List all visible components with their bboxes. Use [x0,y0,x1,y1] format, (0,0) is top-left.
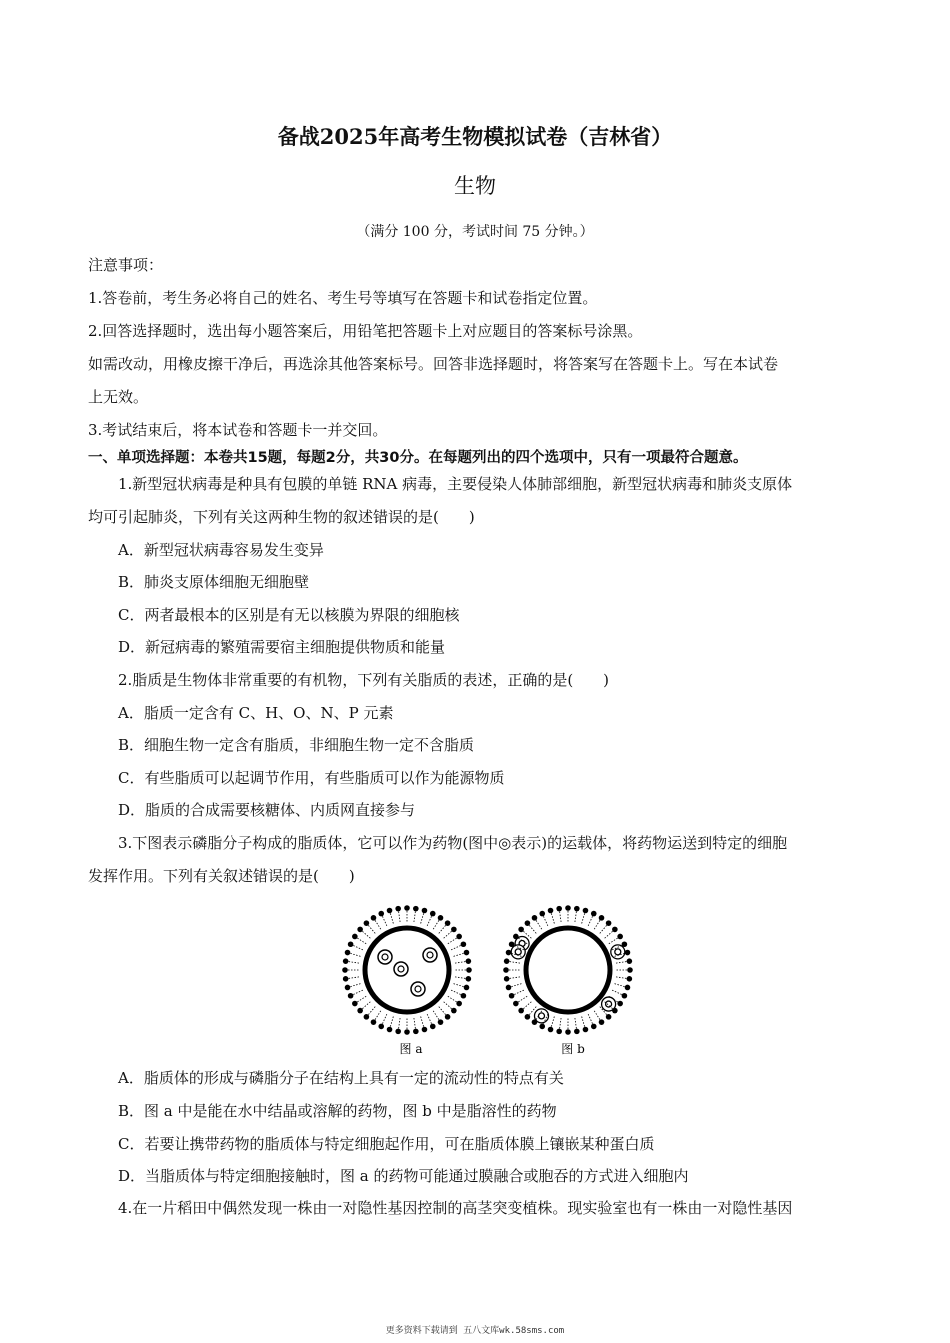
phospholipid-head [606,1014,612,1020]
phospholipid-tail [421,1016,424,1027]
phospholipid-head [565,905,571,911]
phospholipid-head [556,906,562,912]
phospholipid-tail [575,1018,577,1029]
phospholipid-head [438,915,444,921]
phospholipid-tail [588,916,593,926]
phospholipid-tail [433,920,439,929]
phospholipid-tail [594,920,600,929]
phospholipid-head [574,906,580,912]
q3-option-c: C．若要让携带药物的脂质体与特定细胞起作用，可在脂质体膜上镶嵌某种蛋白质 [118,1135,655,1153]
page-title: 备战2025年高考生物模拟试卷（吉林省） [277,124,673,149]
phospholipid-head [387,1027,393,1033]
phospholipid-tail [433,1010,439,1019]
q1-option-a: A．新型冠状病毒容易发生变异 [118,541,324,559]
phospholipid-head [395,906,401,912]
phospholipid-tail [604,931,612,938]
phospholipid-head [532,1019,538,1025]
phospholipid-head [357,1008,363,1014]
phospholipid-tail [368,925,375,933]
phospholipid-head [504,976,510,982]
phospholipid-head [556,1029,562,1035]
phospholipid-tail [353,945,363,950]
q4-stem: 4.在一片稻田中偶然发现一株由一对隐性基因控制的高茎突变植株。现实验室也有一株由一对隐性基因 [118,1199,793,1217]
phospholipid-head [583,1027,589,1033]
phospholipid-tail [543,916,548,926]
drug-icon [423,948,437,962]
phospholipid-tail [599,925,606,933]
phospholipid-tail [414,912,416,923]
phospholipid-tail [421,913,424,924]
phospholipid-head [378,911,384,917]
drug-icon [394,962,408,976]
phospholipid-head [506,985,512,991]
phospholipid-head [525,1014,531,1020]
phospholipid-head [464,985,470,991]
phospholipid-head [404,1029,410,1035]
q3-option-b: B．图 a 中是能在水中结晶或溶解的药物，图 b 中是脂溶性的药物 [118,1102,557,1120]
phospholipid-head [464,950,470,956]
q2-option-c: C．有些脂质可以起调节作用，有些脂质可以作为能源物质 [118,769,505,787]
phospholipid-tail [438,1006,445,1014]
phospholipid-tail [451,990,461,995]
phospholipid-tail [616,962,627,964]
phospholipid-tail [357,938,366,944]
phospholipid-head [548,908,554,914]
phospholipid-head [466,967,472,973]
phospholipid-head [352,934,358,940]
phospholipid-head [565,1029,571,1035]
phospholipid-head [445,1014,451,1020]
phospholipid-tail [453,984,464,987]
phospholipid-tail [427,1014,432,1024]
phospholipid-tail [594,1010,600,1019]
phospholipid-head [445,920,451,926]
phospholipid-tail [399,1018,401,1029]
phospholipid-tail [375,920,381,929]
phospholipid-tail [382,916,387,926]
phospholipid-tail [551,913,554,924]
phospholipid-head [518,927,524,933]
q1-stem: 均可引起肺炎，下列有关这两种生物的叙述错误的是( ) [88,508,475,526]
phospholipid-head [504,958,510,964]
q2-option-b: B．细胞生物一定含有脂质，非细胞生物一定不含脂质 [118,736,475,754]
phospholipid-tail [455,977,466,979]
phospholipid-tail [382,1014,387,1024]
phospholipid-tail [514,990,524,995]
phospholipid-tail [560,1018,562,1029]
phospholipid-tail [349,977,360,979]
figure-label-a: 图 a [399,1042,423,1056]
phospholipid-head [364,920,370,926]
phospholipid-head [591,911,597,917]
drug-icon [411,982,425,996]
phospholipid-head [466,958,472,964]
liposome-a [342,905,472,1035]
notice-heading: 注意事项： [88,256,164,274]
notice-item: 如需改动，用橡皮擦干净后，再选涂其他答案标号。回答非选择题时，将答案写在答题卡上。写在本试卷 [88,355,779,373]
notice-item: 3.考试结束后，将本试卷和答题卡一并交回。 [88,421,388,439]
phospholipid-head [617,1001,623,1007]
phospholipid-tail [588,1014,593,1024]
phospholipid-head [509,993,515,999]
phospholipid-head [612,1008,618,1014]
notice-item: 1.答卷前，考生务必将自己的姓名、考生号等填写在答题卡和试卷指定位置。 [88,289,598,307]
phospholipid-tail [353,990,363,995]
phospholipid-head [539,911,545,917]
phospholipid-tail [510,962,521,964]
phospholipid-tail [575,912,577,923]
notice-item: 上无效。 [88,388,149,406]
q1-option-d: D．新冠病毒的繁殖需要宿主细胞提供物质和能量 [118,638,446,656]
phospholipid-head [591,1024,597,1030]
phospholipid-head [583,908,589,914]
q1-option-c: C．两者最根本的区别是有无以核膜为界限的细胞核 [118,606,460,624]
phospholipid-tail [443,931,451,938]
q1-option-b: B．肺炎支原体细胞无细胞壁 [118,573,310,591]
phospholipid-tail [529,925,536,933]
phospholipid-head [617,934,623,940]
phospholipid-tail [362,931,370,938]
q2-stem: 2.脂质是生物体非常重要的有机物，下列有关脂质的表述，正确的是( ) [118,671,610,689]
phospholipid-head [513,934,519,940]
phospholipid-head [345,950,351,956]
phospholipid-tail [447,938,456,944]
phospholipid-head [622,993,628,999]
phospholipid-head [532,915,538,921]
phospholipid-tail [368,1006,375,1014]
page-footer: 更多资料下载请到 五八文库wk.58sms.com [385,1326,565,1336]
phospholipid-tail [350,953,361,956]
phospholipid-tail [427,916,432,926]
phospholipid-head [422,908,428,914]
phospholipid-tail [536,920,542,929]
phospholipid-tail [414,1018,416,1029]
phospholipid-tail [390,1016,393,1027]
phospholipid-head [625,985,631,991]
q2-option-d: D．脂质的合成需要核糖体、内质网直接参与 [118,801,416,819]
phospholipid-tail [582,1016,585,1027]
phospholipid-tail [447,996,456,1002]
phospholipid-head [503,967,509,973]
phospholipid-tail [375,1010,381,1019]
phospholipid-tail [511,984,522,987]
phospholipid-head [627,976,633,982]
phospholipid-head [622,941,628,947]
phospholipid-tail [523,1001,531,1008]
phospholipid-head [378,1024,384,1030]
phospholipid-tail [451,945,461,950]
exam-info: （满分 100 分，考试时间 75 分钟。） [356,224,594,240]
phospholipid-head [404,905,410,911]
phospholipid-head [627,967,633,973]
phospholipid-head [451,1008,457,1014]
phospholipid-head [599,1019,605,1025]
figure-label-b: 图 b [561,1042,585,1056]
q1-stem: 1.新型冠状病毒是种具有包膜的单链 RNA 病毒，主要侵染人体肺部细胞，新型冠状病毒和肺炎支原体 [118,475,793,493]
phospholipid-tail [399,912,401,923]
phospholipid-tail [453,953,464,956]
phospholipid-head [371,1019,377,1025]
phospholipid-tail [357,996,366,1002]
phospholipid-tail [551,1016,554,1027]
phospholipid-head [413,1029,419,1035]
q3-stem: 3.下图表示磷脂分子构成的脂质体，它可以作为药物(图中◎表示)的运载体，将药物运送到特定的细胞 [118,834,788,852]
phospholipid-head [525,920,531,926]
notice-item: 2.回答选择题时，选出每小题答案后，用铅笔把答题卡上对应题目的答案标号涂黑。 [88,322,643,340]
phospholipid-head [357,927,363,933]
phospholipid-head [599,915,605,921]
phospholipid-head [506,950,512,956]
phospholipid-tail [608,938,617,944]
phospholipid-tail [518,996,527,1002]
q3-stem: 发挥作用。下列有关叙述错误的是( ) [88,867,355,885]
phospholipid-tail [349,962,360,964]
phospholipid-head [612,927,618,933]
phospholipid-head [345,985,351,991]
phospholipid-head [539,1024,545,1030]
phospholipid-head [627,958,633,964]
phospholipid-head [430,911,436,917]
subject-heading: 生物 [454,174,496,198]
phospholipid-head [456,1001,462,1007]
phospholipid-tail [612,990,622,995]
phospholipid-tail [510,977,521,979]
phospholipid-head [518,1008,524,1014]
phospholipid-tail [455,962,466,964]
phospholipid-tail [443,1001,451,1008]
phospholipid-head [342,967,348,973]
phospholipid-head [343,958,349,964]
phospholipid-head [509,941,515,947]
phospholipid-tail [438,925,445,933]
phospholipid-tail [614,984,625,987]
phospholipid-head [606,920,612,926]
q2-option-a: A．脂质一定含有 C、H、O、N、P 元素 [118,704,394,722]
liposome-b [503,905,633,1035]
phospholipid-head [625,950,631,956]
phospholipid-head [413,906,419,912]
phospholipid-head [456,934,462,940]
phospholipid-head [461,993,467,999]
phospholipid-tail [560,912,562,923]
phospholipid-tail [350,984,361,987]
phospholipid-head [438,1019,444,1025]
liposome-figure [335,898,635,1063]
phospholipid-head [422,1027,428,1033]
phospholipid-head [513,1001,519,1007]
phospholipid-head [395,1029,401,1035]
phospholipid-head [352,1001,358,1007]
q3-option-d: D．当脂质体与特定细胞接触时，图 a 的药物可能通过膜融合或胞吞的方式进入细胞内 [118,1167,689,1185]
q3-option-a: A．脂质体的形成与磷脂分子在结构上具有一定的流动性的特点有关 [118,1069,564,1087]
drug-icon [378,950,392,964]
phospholipid-head [387,908,393,914]
phospholipid-head [451,927,457,933]
phospholipid-head [574,1029,580,1035]
phospholipid-head [466,976,472,982]
phospholipid-tail [616,977,627,979]
phospholipid-head [461,941,467,947]
phospholipid-head [430,1024,436,1030]
phospholipid-head [364,1014,370,1020]
phospholipid-head [348,941,354,947]
phospholipid-tail [582,913,585,924]
phospholipid-head [348,993,354,999]
phospholipid-tail [390,913,393,924]
phospholipid-head [343,976,349,982]
section-heading: 一、单项选择题：本卷共15题，每题2分，共30分。在每题列出的四个选项中，只有一项最符合题意。 [88,450,748,466]
phospholipid-tail [362,1001,370,1008]
phospholipid-head [548,1027,554,1033]
phospholipid-head [371,915,377,921]
